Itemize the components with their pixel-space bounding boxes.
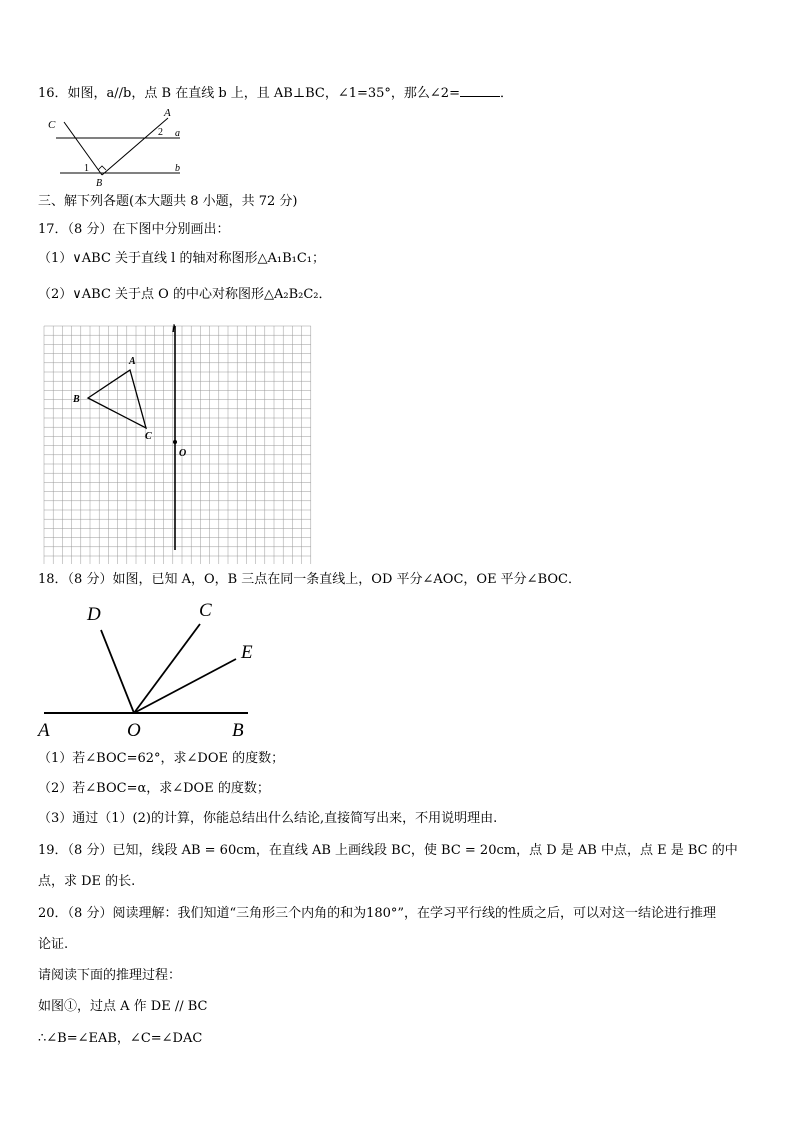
ray-od	[101, 630, 134, 713]
label-e: E	[241, 642, 253, 663]
q16-text	[38, 84, 513, 102]
label-c: C	[199, 600, 212, 621]
q20-line4: 如图①，过点 A 作 DE // BC	[38, 999, 208, 1014]
section-3-heading: 三、解下列各题(本大题共 8 小题，共 72 分)	[38, 194, 298, 209]
q16-stem: 16．如图，a//b，点 B 在直线 b 上，且 AB⊥BC，∠1=35°，那么∠2=	[38, 86, 460, 101]
ray-oe	[134, 659, 236, 713]
q20-line1: 20．（8 分）阅读理解：我们知道“三角形三个内角的和为180°”，在学习平行线的性质之后，可以对这一结论进行推理	[38, 906, 717, 921]
label-a: A	[38, 720, 50, 741]
label-angle-2: 2	[158, 127, 163, 138]
q17-part1: （1）∨ABC 关于直线 l 的轴对称图形△A₁B₁C₁；	[38, 251, 325, 266]
q17-title: 17．（8 分）在下图中分别画出：	[38, 222, 230, 237]
q20-line5: ∴∠B=∠EAB，∠C=∠DAC	[38, 1031, 203, 1046]
label-line-a: a	[175, 128, 180, 139]
label-d: D	[87, 604, 101, 625]
label-b-point: B	[96, 178, 103, 188]
point-o	[173, 440, 177, 444]
q16-answer-blank[interactable]	[460, 84, 500, 97]
segment-bc	[64, 122, 102, 175]
label-c: C	[145, 431, 152, 442]
label-o: O	[179, 448, 187, 459]
ray-oc	[134, 624, 200, 713]
q17-part2: （2）∨ABC 关于点 O 的中心对称图形△A₂B₂C₂．	[38, 287, 332, 302]
right-angle-mark	[98, 166, 106, 170]
grid-lines	[44, 326, 311, 564]
q17-grid-figure	[38, 320, 313, 564]
label-b: B	[73, 394, 80, 405]
q16-tail: ．	[499, 86, 513, 101]
q20-line3: 请阅读下面的推理过程：	[38, 968, 182, 983]
label-a-point: A	[164, 107, 171, 119]
label-c: C	[48, 119, 56, 131]
label-b: B	[232, 720, 244, 741]
q20-line2: 论证.	[38, 937, 69, 952]
label-l: l	[172, 323, 176, 335]
q18-title: 18．（8 分）如图，已知 A，O，B 三点在同一条直线上，OD 平分∠AOC，OE 平分∠BOC．	[38, 572, 581, 587]
q19-line2: 点，求 DE 的长.	[38, 874, 136, 889]
q18-part3: （3）通过（1）(2)的计算，你能总结出什么结论,直接简写出来，不用说明理由.	[38, 811, 498, 826]
label-o: O	[127, 720, 141, 741]
q18-part2: （2）若∠BOC=α，求∠DOE 的度数；	[38, 781, 270, 796]
q18-part1: （1）若∠BOC=62°，求∠DOE 的度数；	[38, 751, 285, 766]
triangle-abc	[88, 370, 146, 428]
label-angle-1: 1	[84, 163, 89, 174]
q19-line1: 19．（8 分）已知，线段 AB = 60cm，在直线 AB 上画线段 BC，使 BC = 20cm，点 D 是 AB 中点，点 E 是 BC 的中	[38, 843, 738, 858]
label-a: A	[129, 356, 136, 367]
q16-figure	[38, 106, 188, 188]
q18-figure	[36, 594, 272, 742]
label-line-b: b	[175, 163, 180, 174]
